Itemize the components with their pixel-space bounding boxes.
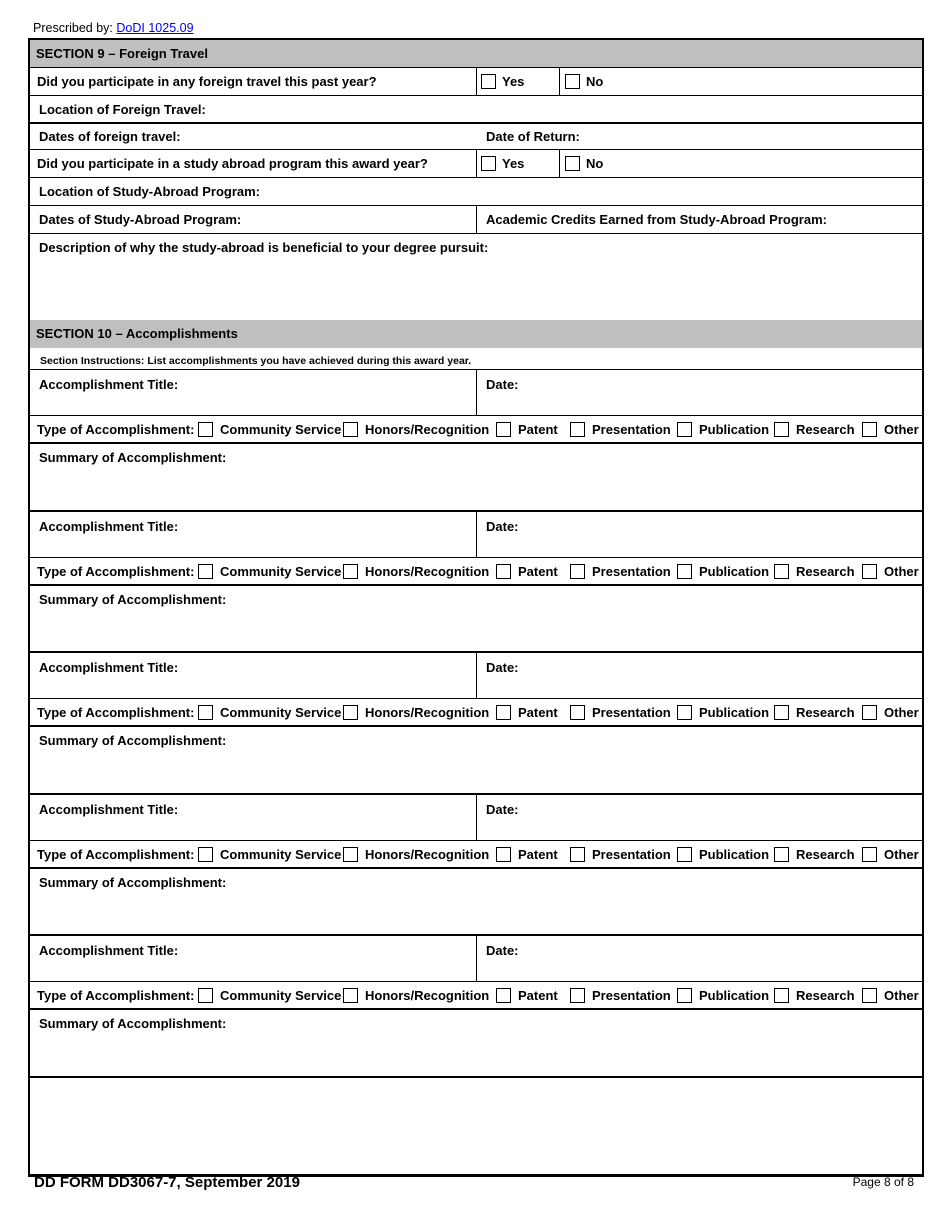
form-page: [28, 38, 924, 1177]
accomplishment-5-title-row: [30, 936, 922, 982]
accomplishment-1-honors-checkbox[interactable]: [343, 422, 358, 437]
accomplishment-1-community-checkbox[interactable]: [198, 422, 213, 437]
accomplishment-type-label: Type of Accomplishment:: [37, 705, 195, 720]
accomplishment-summary-label: Summary of Accomplishment:: [39, 450, 227, 465]
accomplishment-4-community-checkbox[interactable]: [198, 847, 213, 862]
accomplishment-type-community-label: Community Service: [220, 563, 342, 579]
section-10-instructions: Section Instructions: List accomplishments you have achieved during this award year.: [40, 355, 472, 367]
study-abroad-description-label: Description of why the study-abroad is beneficial to your degree pursuit:: [39, 240, 489, 255]
study-abroad-yes-label: Yes: [502, 156, 525, 171]
accomplishment-4-honors-checkbox[interactable]: [343, 847, 358, 862]
study-abroad-location-label: Location of Study-Abroad Program:: [39, 184, 260, 199]
accomplishment-3-type-row: [30, 699, 922, 727]
accomplishment-type-publication-label: Publication: [699, 846, 770, 862]
accomplishment-1-patent-checkbox[interactable]: [496, 422, 511, 437]
section-10-header: [30, 320, 922, 348]
section-10-instructions-row: [30, 348, 922, 370]
section-10-title: SECTION 10 – Accomplishments: [36, 326, 238, 341]
accomplishment-type-publication-label: Publication: [699, 422, 770, 437]
foreign-travel-location-row[interactable]: [30, 96, 922, 124]
accomplishment-type-research-label: Research: [796, 705, 855, 720]
accomplishment-type-other-label: Other: [884, 988, 919, 1003]
accomplishment-3-community-checkbox[interactable]: [198, 705, 213, 720]
accomplishment-title-label: Accomplishment Title:: [39, 801, 179, 817]
foreign-travel-no-label: No: [586, 74, 604, 89]
accomplishment-summary-label: Summary of Accomplishment:: [39, 874, 227, 890]
accomplishment-date-label: Date:: [486, 660, 519, 675]
accomplishment-2-research-checkbox[interactable]: [774, 564, 789, 579]
accomplishment-summary-label: Summary of Accomplishment:: [39, 1016, 227, 1031]
accomplishment-type-publication-label: Publication: [699, 988, 770, 1003]
study-abroad-dates-label: Dates of Study-Abroad Program:: [39, 212, 242, 227]
accomplishment-5-summary-row[interactable]: [30, 1010, 922, 1078]
accomplishment-2-summary-row[interactable]: [30, 586, 922, 654]
accomplishment-type-community-label: Community Service: [220, 705, 342, 720]
accomplishment-type-presentation-label: Presentation: [592, 422, 671, 437]
form-number: DD FORM DD3067-7, September 2019: [34, 1174, 300, 1191]
accomplishment-5-honors-checkbox[interactable]: [343, 988, 358, 1003]
accomplishment-type-patent-label: Patent: [518, 846, 558, 862]
foreign-travel-dates-label: Dates of foreign travel:: [39, 129, 181, 144]
accomplishment-4-type-row: [30, 841, 922, 869]
accomplishment-3-patent-checkbox[interactable]: [496, 705, 511, 720]
accomplishment-type-label: Type of Accomplishment:: [37, 563, 195, 579]
accomplishment-type-honors-label: Honors/Recognition: [365, 563, 490, 579]
accomplishment-type-other-label: Other: [884, 422, 919, 437]
accomplishment-4-summary-row[interactable]: [30, 869, 922, 937]
accomplishment-type-other-label: Other: [884, 846, 919, 862]
accomplishment-type-publication-label: Publication: [699, 563, 770, 579]
accomplishment-3-title-row: [30, 653, 922, 699]
accomplishment-3-research-checkbox[interactable]: [774, 705, 789, 720]
accomplishment-4-other-checkbox[interactable]: [862, 847, 877, 862]
accomplishment-4-presentation-checkbox[interactable]: [570, 847, 585, 862]
accomplishment-type-community-label: Community Service: [220, 988, 342, 1003]
accomplishment-4-title-row: [30, 795, 922, 841]
accomplishment-5-presentation-checkbox[interactable]: [570, 988, 585, 1003]
accomplishment-type-research-label: Research: [796, 988, 855, 1003]
dodi-link[interactable]: DoDI 1025.09: [116, 21, 194, 35]
accomplishment-date-label: Date:: [486, 943, 519, 958]
accomplishment-1-type-row: [30, 416, 922, 444]
accomplishment-summary-label: Summary of Accomplishment:: [39, 591, 227, 607]
accomplishment-type-label: Type of Accomplishment:: [37, 988, 195, 1003]
accomplishment-summary-label: Summary of Accomplishment:: [39, 733, 227, 748]
accomplishment-type-research-label: Research: [796, 846, 855, 862]
foreign-travel-no-checkbox[interactable]: [565, 74, 580, 89]
accomplishment-type-other-label: Other: [884, 563, 919, 579]
accomplishment-4-publication-checkbox[interactable]: [677, 847, 692, 862]
accomplishment-date-label: Date:: [486, 518, 519, 534]
foreign-travel-location-label: Location of Foreign Travel:: [39, 102, 206, 117]
accomplishment-type-honors-label: Honors/Recognition: [365, 988, 490, 1003]
section-9-title: SECTION 9 – Foreign Travel: [36, 46, 208, 61]
accomplishment-type-other-label: Other: [884, 705, 919, 720]
accomplishment-3-other-checkbox[interactable]: [862, 705, 877, 720]
accomplishment-5-type-row: [30, 982, 922, 1010]
accomplishment-title-label: Accomplishment Title:: [39, 660, 179, 675]
accomplishment-type-honors-label: Honors/Recognition: [365, 846, 490, 862]
accomplishment-2-other-checkbox[interactable]: [862, 564, 877, 579]
study-abroad-question-row: [30, 150, 922, 178]
study-abroad-location-row[interactable]: [30, 178, 922, 206]
accomplishment-4-research-checkbox[interactable]: [774, 847, 789, 862]
accomplishment-2-patent-checkbox[interactable]: [496, 564, 511, 579]
accomplishment-title-label: Accomplishment Title:: [39, 377, 179, 392]
foreign-travel-dates-row: [30, 124, 922, 150]
foreign-travel-yes-checkbox[interactable]: [481, 74, 496, 89]
accomplishment-type-patent-label: Patent: [518, 422, 558, 437]
page-number: Page 8 of 8: [852, 1175, 914, 1189]
accomplishment-1-presentation-checkbox[interactable]: [570, 422, 585, 437]
accomplishment-2-presentation-checkbox[interactable]: [570, 564, 585, 579]
foreign-travel-yes-label: Yes: [502, 74, 525, 89]
accomplishment-type-presentation-label: Presentation: [592, 846, 671, 862]
accomplishment-title-label: Accomplishment Title:: [39, 943, 179, 958]
accomplishment-1-publication-checkbox[interactable]: [677, 422, 692, 437]
accomplishment-type-honors-label: Honors/Recognition: [365, 705, 490, 720]
accomplishment-5-research-checkbox[interactable]: [774, 988, 789, 1003]
date-of-return-label: Date of Return:: [486, 129, 580, 144]
accomplishment-type-publication-label: Publication: [699, 705, 770, 720]
blank-area: [30, 1078, 922, 1174]
accomplishment-type-patent-label: Patent: [518, 705, 558, 720]
accomplishment-3-presentation-checkbox[interactable]: [570, 705, 585, 720]
accomplishment-type-label: Type of Accomplishment:: [37, 846, 195, 862]
accomplishment-1-summary-row[interactable]: [30, 444, 922, 512]
section-9-header: [30, 40, 922, 68]
accomplishment-date-label: Date:: [486, 377, 519, 392]
study-abroad-no-label: No: [586, 156, 604, 171]
accomplishment-date-label: Date:: [486, 801, 519, 817]
accomplishment-type-label: Type of Accomplishment:: [37, 422, 195, 437]
study-abroad-no-checkbox[interactable]: [565, 156, 580, 171]
accomplishment-2-publication-checkbox[interactable]: [677, 564, 692, 579]
accomplishment-type-presentation-label: Presentation: [592, 563, 671, 579]
study-abroad-yes-checkbox[interactable]: [481, 156, 496, 171]
foreign-travel-question: Did you participate in any foreign travel this past year?: [37, 74, 377, 89]
accomplishment-type-patent-label: Patent: [518, 988, 558, 1003]
accomplishment-5-patent-checkbox[interactable]: [496, 988, 511, 1003]
accomplishment-2-type-row: [30, 558, 922, 586]
study-abroad-credits-label: Academic Credits Earned from Study-Abroad Program:: [486, 212, 827, 227]
accomplishment-5-community-checkbox[interactable]: [198, 988, 213, 1003]
accomplishment-title-label: Accomplishment Title:: [39, 518, 179, 534]
accomplishment-type-patent-label: Patent: [518, 563, 558, 579]
accomplishment-5-publication-checkbox[interactable]: [677, 988, 692, 1003]
prescribed-label: Prescribed by:: [33, 21, 113, 35]
foreign-travel-question-row: [30, 68, 922, 96]
accomplishment-type-community-label: Community Service: [220, 422, 342, 437]
accomplishment-type-presentation-label: Presentation: [592, 988, 671, 1003]
accomplishment-1-other-checkbox[interactable]: [862, 422, 877, 437]
accomplishment-type-research-label: Research: [796, 563, 855, 579]
accomplishment-type-honors-label: Honors/Recognition: [365, 422, 490, 437]
accomplishment-type-presentation-label: Presentation: [592, 705, 671, 720]
accomplishment-type-research-label: Research: [796, 422, 855, 437]
accomplishment-3-publication-checkbox[interactable]: [677, 705, 692, 720]
prescribed-by: [33, 21, 194, 35]
accomplishment-1-title-row: [30, 370, 922, 416]
accomplishment-1-research-checkbox[interactable]: [774, 422, 789, 437]
accomplishment-type-community-label: Community Service: [220, 846, 342, 862]
study-abroad-description-row[interactable]: [30, 234, 922, 320]
accomplishment-3-summary-row[interactable]: [30, 727, 922, 795]
accomplishment-2-honors-checkbox[interactable]: [343, 564, 358, 579]
study-abroad-dates-row: [30, 206, 922, 234]
accomplishment-2-title-row: [30, 512, 922, 558]
study-abroad-question: Did you participate in a study abroad program this award year?: [37, 156, 428, 171]
accomplishment-2-community-checkbox[interactable]: [198, 564, 213, 579]
accomplishment-5-other-checkbox[interactable]: [862, 988, 877, 1003]
accomplishment-3-honors-checkbox[interactable]: [343, 705, 358, 720]
accomplishment-4-patent-checkbox[interactable]: [496, 847, 511, 862]
